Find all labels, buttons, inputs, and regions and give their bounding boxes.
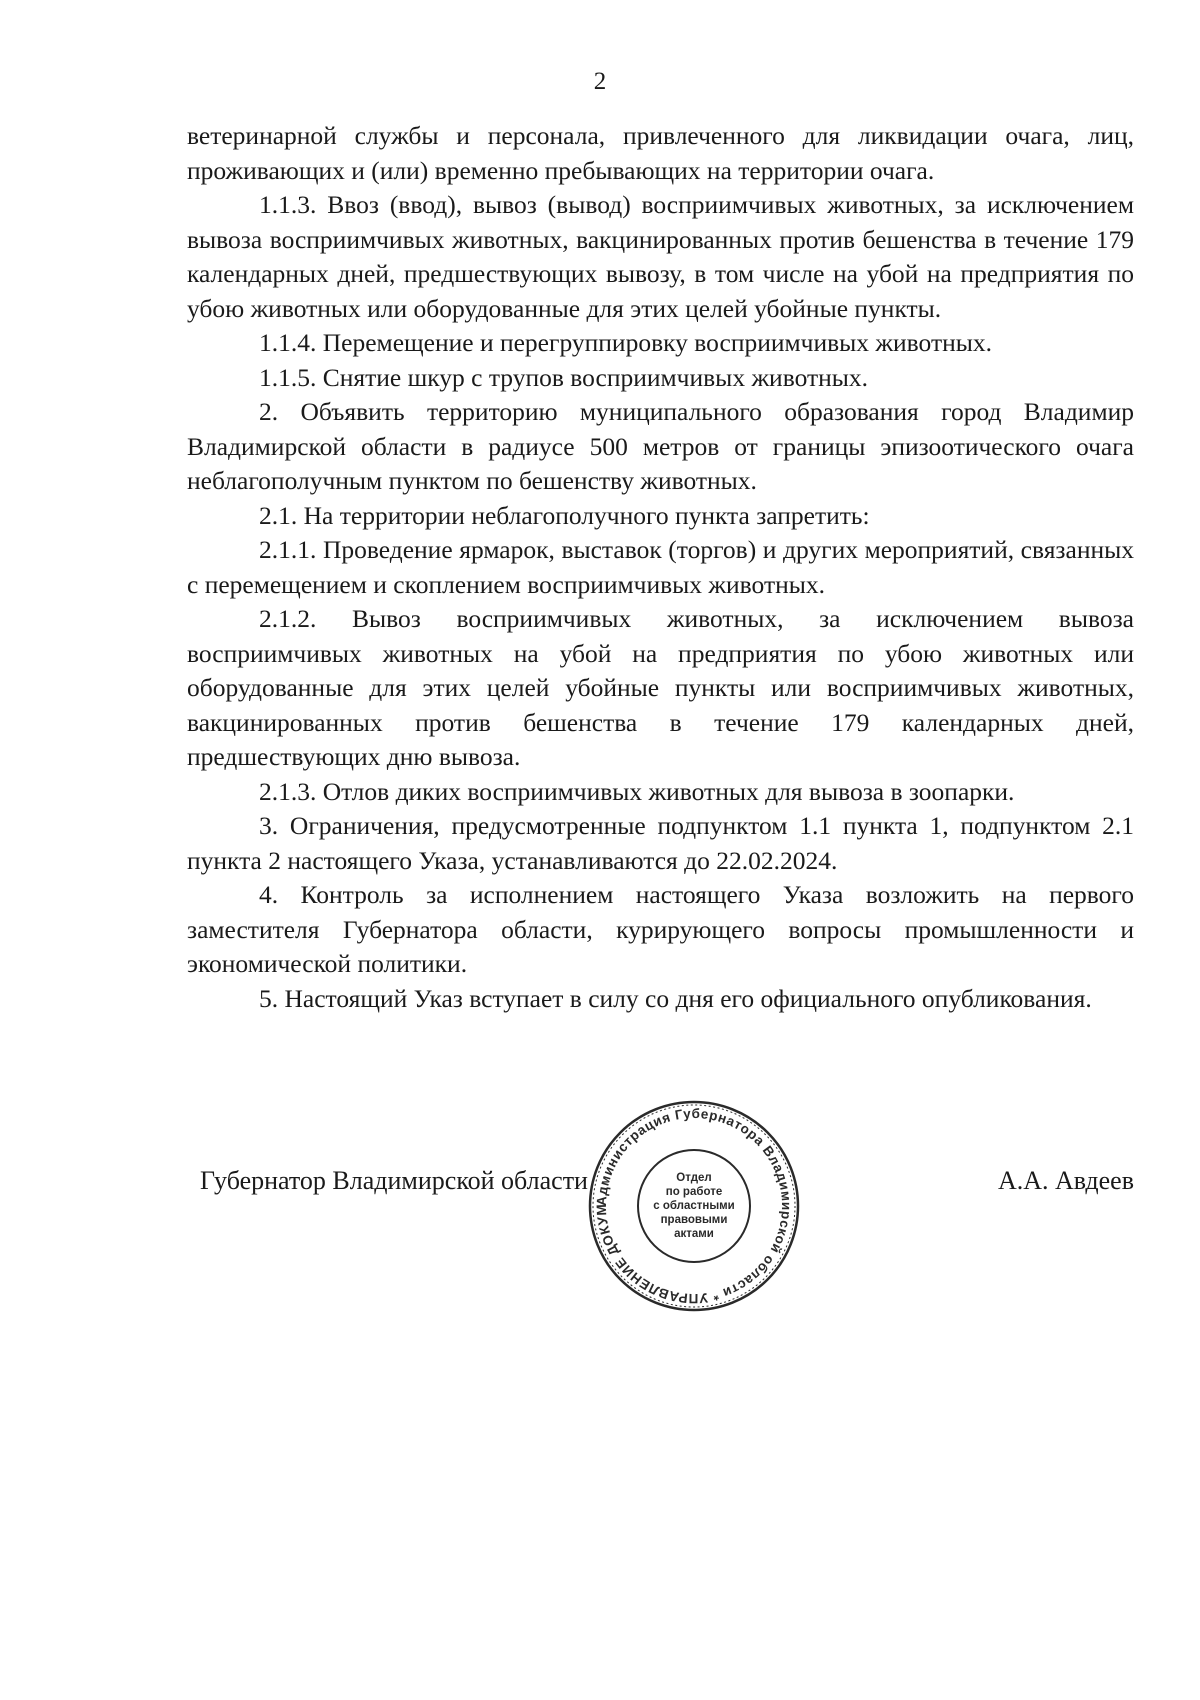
paragraph: 5. Настоящий Указ вступает в силу со дня его официального опубликования. [259,983,1092,1013]
stamp-center-text [586,1098,802,1314]
stamp-center-line: по работе [665,1186,723,1198]
page-number: 2 [593,68,607,95]
official-stamp [586,1098,802,1314]
signatory-name: А.А. Авдеев [997,1166,1134,1195]
stamp-center-line: Отдел [676,1172,712,1184]
document-body [187,119,1134,1016]
paragraph: 2.1.1. Проведение ярмарок, выставок (торгов) и других мероприятий, связанных с перемещением и скоплением восприимчивых животных. [187,535,1134,599]
paragraph: 1.1.5. Снятие шкур с трупов восприимчивых животных. [259,362,869,392]
paragraph: 1.1.3. Ввоз (ввод), вывоз (вывод) восприимчивых животных, за исключением вывоза восприимчивых животных, вакцинированных против бешенства в течение 179 календарных дней, предшествующих вывозу, в том числе на убой на предприятия по убою животных или оборудованные для этих целей убойные пункты. [187,190,1134,323]
paragraph: 3. Ограничения, предусмотренные подпунктом 1.1 пункта 1, подпунктом 2.1 пункта 2 настоящего Указа, устанавливаются до 22.02.2024. [187,811,1134,875]
signatory-title: Губернатор Владимирской области [200,1166,588,1195]
paragraph: 2.1. На территории неблагополучного пункта запретить: [259,500,870,530]
paragraph: 4. Контроль за исполнением настоящего Указа возложить на первого заместителя Губернатора области, курирующего вопросы промышленности и экономической политики. [187,880,1134,978]
paragraph: 2.1.2. Вывоз восприимчивых животных, за исключением вывоза восприимчивых животных на убой на предприятия по убою животных или оборудованные для этих целей убойные пункты или восприимчивых животных, вакцинированных против бешенства в течение 179 календарных дней, предшествующих дню вывоза. [187,604,1134,771]
paragraph: 2. Объявить территорию муниципального образования город Владимир Владимирской области в радиусе 500 метров от границы эпизоотического очага неблагополучным пунктом по бешенству животных. [187,397,1134,495]
stamp-ring-text: Администрация Губернатора Владимирской области * УПРАВЛЕНИЕ ДОКУМ [593,1105,795,1307]
paragraph: 2.1.3. Отлов диких восприимчивых животных для вывоза в зоопарки. [259,776,1015,806]
stamp-center-line: актами [674,1228,714,1240]
stamp-center-line: с областными [653,1200,735,1212]
stamp-center-line: правовыми [660,1214,728,1226]
paragraph: 1.1.4. Перемещение и перегруппировку восприимчивых животных. [259,328,993,357]
paragraph: ветеринарной службы и персонала, привлеченного для ликвидации очага, лиц, проживающих и (или) временно пребывающих на территории очага. [187,121,1134,185]
